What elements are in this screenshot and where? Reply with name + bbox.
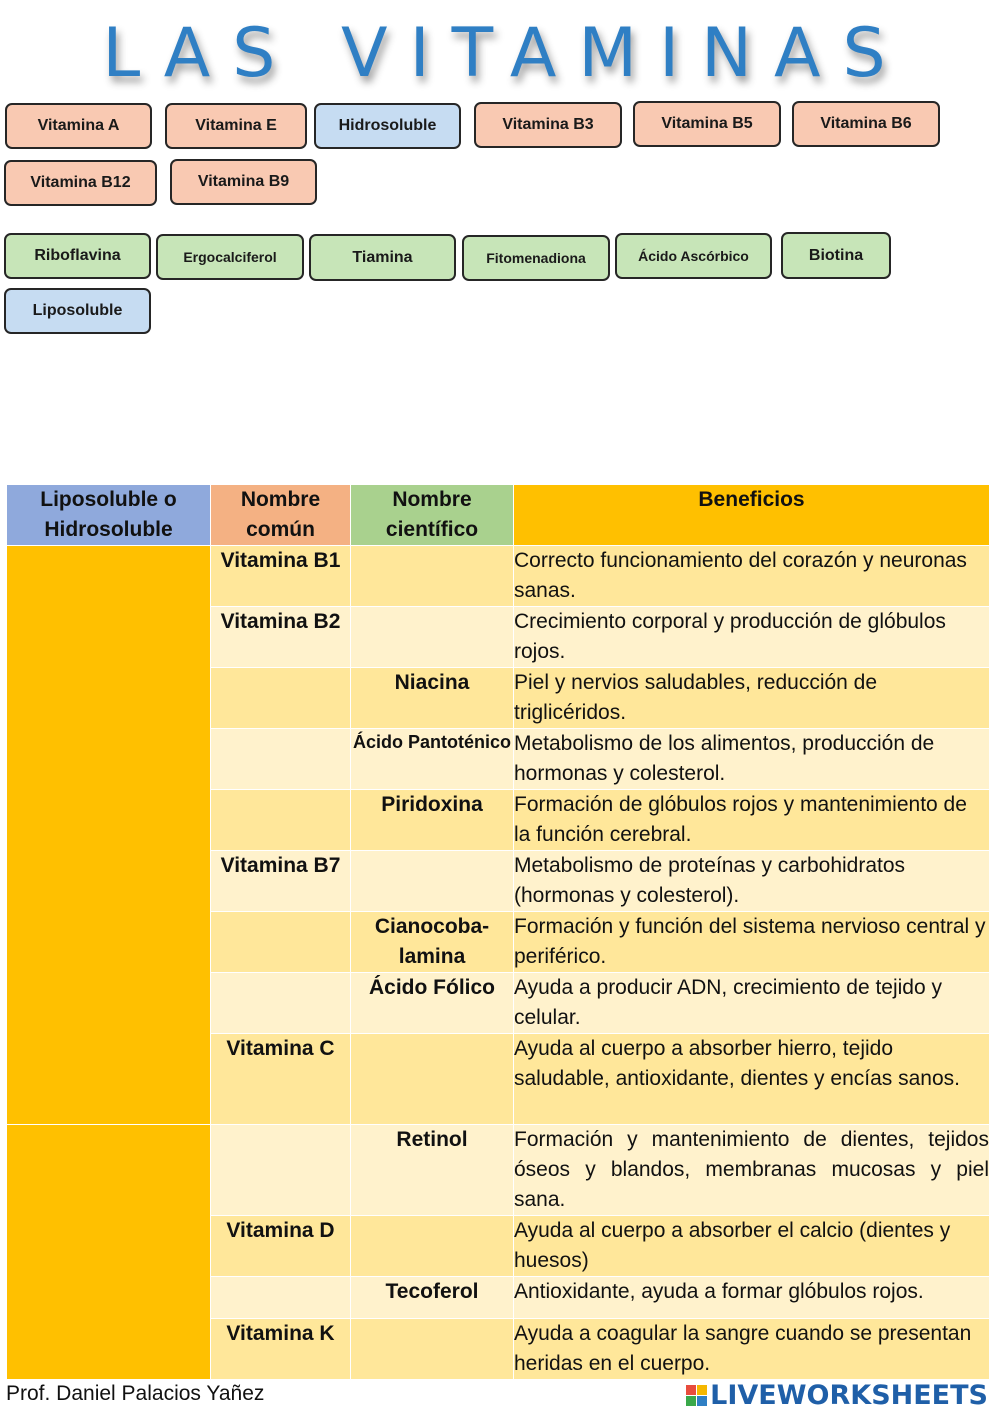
- cell-beneficio: Correcto funcionamiento del corazón y neuronas sanas.: [514, 546, 990, 607]
- drop-zone-tipo-liposoluble-group[interactable]: [7, 1125, 211, 1380]
- cell-nombre-cientifico: Piridoxina: [351, 790, 514, 851]
- drop-zone-cientifico[interactable]: [351, 1034, 514, 1125]
- chip-vitamina-b6[interactable]: Vitamina B6: [792, 101, 940, 147]
- header-nombre-cientifico: Nombre científico: [351, 485, 514, 546]
- chip-hidrosoluble[interactable]: Hidrosoluble: [314, 103, 461, 149]
- drop-zone-comun[interactable]: [211, 973, 351, 1034]
- drop-zone-tipo-hidrosoluble-group[interactable]: [7, 546, 211, 1125]
- cell-beneficio: Metabolismo de los alimentos, producción de hormonas y colesterol.: [514, 729, 990, 790]
- cell-beneficio: Formación y mantenimiento de dientes, tejidos óseos y blandos, membranas mucosas y piel sana.: [514, 1125, 990, 1216]
- drop-zone-comun[interactable]: [211, 912, 351, 973]
- cell-beneficio: Piel y nervios saludables, reducción de triglicéridos.: [514, 668, 990, 729]
- cell-beneficio: Ayuda al cuerpo a absorber hierro, tejido saludable, antioxidante, dientes y encías sanos.: [514, 1034, 990, 1125]
- drop-zone-comun[interactable]: [211, 1125, 351, 1216]
- drop-zone-comun[interactable]: [211, 668, 351, 729]
- cell-beneficio: Formación y función del sistema nervioso central y periférico.: [514, 912, 990, 973]
- cell-beneficio: Crecimiento corporal y producción de glóbulos rojos.: [514, 607, 990, 668]
- drop-zone-comun[interactable]: [211, 1277, 351, 1319]
- drop-zone-cientifico[interactable]: [351, 1216, 514, 1277]
- chip-ergocalciferol[interactable]: Ergocalciferol: [156, 234, 304, 280]
- cell-beneficio: Formación de glóbulos rojos y mantenimiento de la función cerebral.: [514, 790, 990, 851]
- page-title: LAS VITAMINAS: [102, 14, 908, 93]
- brand-text: LIVEWORKSHEETS: [710, 1380, 988, 1411]
- drop-zone-comun[interactable]: [211, 729, 351, 790]
- cell-nombre-comun: Vitamina B2: [211, 607, 351, 668]
- cell-nombre-comun: Vitamina D: [211, 1216, 351, 1277]
- vitamins-table: [6, 484, 990, 1380]
- header-nombre-comun: Nombre común: [211, 485, 351, 546]
- chip-vitamina-b5[interactable]: Vitamina B5: [633, 101, 781, 147]
- header-beneficios: Beneficios: [514, 485, 990, 546]
- cell-beneficio: Antioxidante, ayuda a formar glóbulos rojos.: [514, 1277, 990, 1319]
- chip-riboflavina[interactable]: Riboflavina: [4, 233, 151, 279]
- chip-vitamina-a[interactable]: Vitamina A: [5, 103, 152, 149]
- drop-zone-cientifico[interactable]: [351, 546, 514, 607]
- cell-nombre-comun: Vitamina C: [211, 1034, 351, 1125]
- cell-nombre-cientifico: Ácido Pantoténico: [351, 729, 514, 790]
- cell-beneficio: Ayuda al cuerpo a absorber el calcio (dientes y huesos): [514, 1216, 990, 1277]
- header-tipo: Liposoluble o Hidrosoluble: [7, 485, 211, 546]
- chip-vitamina-b3[interactable]: Vitamina B3: [474, 102, 622, 148]
- chip-vitamina-e[interactable]: Vitamina E: [165, 103, 307, 149]
- liveworksheets-icon: [686, 1385, 707, 1406]
- cell-beneficio: Ayuda a producir ADN, crecimiento de tejido y celular.: [514, 973, 990, 1034]
- chip-vitamina-b9[interactable]: Vitamina B9: [170, 159, 317, 205]
- liveworksheets-logo: [686, 1380, 988, 1411]
- cell-nombre-cientifico: Niacina: [351, 668, 514, 729]
- cell-beneficio: Metabolismo de proteínas y carbohidratos (hormonas y colesterol).: [514, 851, 990, 912]
- cell-nombre-cientifico: Ácido Fólico: [351, 973, 514, 1034]
- table-row: [7, 1125, 990, 1216]
- table-row: [7, 546, 990, 607]
- cell-nombre-cientifico: Cianocoba-lamina: [351, 912, 514, 973]
- chip-acido-ascorbico[interactable]: Ácido Ascórbico: [615, 233, 772, 279]
- drop-zone-cientifico[interactable]: [351, 1319, 514, 1380]
- cell-nombre-cientifico: Retinol: [351, 1125, 514, 1216]
- cell-nombre-comun: Vitamina B7: [211, 851, 351, 912]
- chip-tiamina[interactable]: Tiamina: [309, 234, 456, 281]
- cell-nombre-comun: Vitamina B1: [211, 546, 351, 607]
- chip-vitamina-b12[interactable]: Vitamina B12: [4, 160, 157, 206]
- cell-nombre-comun: Vitamina K: [211, 1319, 351, 1380]
- cell-nombre-cientifico: Tecoferol: [351, 1277, 514, 1319]
- cell-beneficio: Ayuda a coagular la sangre cuando se presentan heridas en el cuerpo.: [514, 1319, 990, 1380]
- drop-zone-cientifico[interactable]: [351, 607, 514, 668]
- chip-fitomenadiona[interactable]: Fitomenadiona: [462, 235, 610, 281]
- chip-biotina[interactable]: Biotina: [781, 232, 891, 279]
- author-credit: Prof. Daniel Palacios Yañez: [6, 1382, 265, 1405]
- chip-liposoluble[interactable]: Liposoluble: [4, 288, 151, 334]
- drop-zone-comun[interactable]: [211, 790, 351, 851]
- drop-zone-cientifico[interactable]: [351, 851, 514, 912]
